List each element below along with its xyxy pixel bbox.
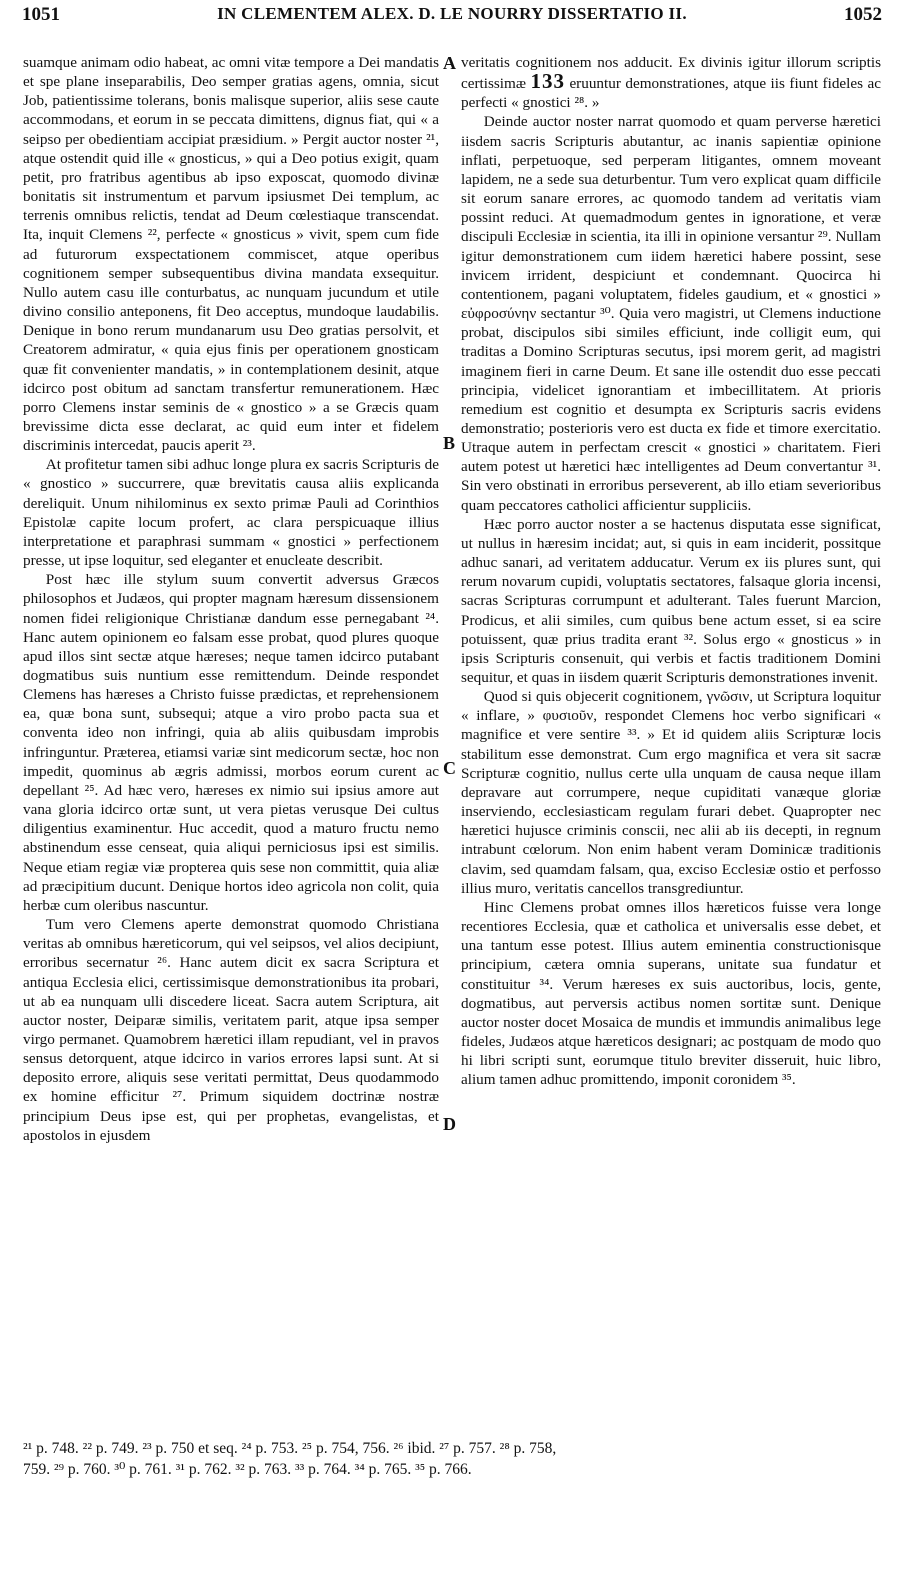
column-number: 133 [530, 69, 565, 94]
paragraph: suamque animam odio habeat, ac omni vitæ tempore a Dei mandatis et spe plane inseparabilis, Deo semper gratias agens, omnia, sicut Job, patientissime tolerans, bonis malisque superior, aliis sese caute accommodans, et eorum in se peccata dimittens, dignus fiat, qui « a seipso per obedientiam accipiat præsidium. » Pergit auctor noster ²¹, atque ostendit quid ille « gnosticus, » qui a Deo potius exigit, quam petit, pro fratribus agentibus ab ipso exposcat, quomodo divinæ bonitatis sit instrumentum et parvum ipsiusmet Dei templum, ac terrenis omnibus relictis, tendat ad Deum cœlestiaque transcendat. Ita, inquit Clemens ²², perfecte « gnosticus » vivit, spem cum fide ad futurorum exspectationem commiscet, atque operibus cognitionem semper subsequentibus divina mandata exsequitur. Nullo autem casu ille conturbatus, ac nunquam jucundum et utile divino consilio anteponens, fit Deo acceptus, mundoque laudabilis. Denique in bono rerum mundanarum usu Deo gratias persolvit, et Creatorem admiratur, « quia ejus finis per operationem gnosticam quæ fit convenienter mandatis, » in contemplationem desinit, atque idcirco post obitum ad sanctam transfertur remunerationem. Hæc porro Clemens instar seminis de « gnostico » a se Græcis quam brevissime dicta esse declarat, ac quid eum inter et fidelem discriminis intercedat, paucis aperit ²³. [23, 54, 439, 455]
paragraph: Tum vero Clemens aperte demonstrat quomodo Christiana veritas ab omnibus hæreticorum, qui vel seipsos, vel alios decipiunt, erroribus secernatur ²⁶. Hanc autem dicit ex sacra Scriptura et antiqua Ecclesia elici, certissimisque demonstrationibus ita probari, ut ab ea nunquam ulli discedere liceat. Sacra autem Scriptura, ait auctor noster, Deiparæ similis, veritatem parit, atque ipsa semper virgo permanet. Quamobrem hæretici illam repudiant, vel in pravos sensus detorquent, atque idcirco in varios errores lapsi sunt. At si deposito errore, aliquis sese veritati permittat, Deus quodammodo ex homine efficitur ²⁷. Primum siquidem doctrinæ nostræ principium Deus ipse est, qui per prophetas, evangelistas, et apostolos in ejusdem [23, 916, 439, 1144]
section-marker-a: A [443, 53, 456, 73]
paragraph-text: veritatis cognitionem nos adducit. Ex divinis igitur illorum scriptis certissimæ [461, 54, 881, 93]
page-number-left: 1051 [22, 4, 60, 25]
section-marker-b: B [443, 433, 456, 453]
page-header [22, 4, 882, 30]
footnote-line: ²¹ p. 748. ²² p. 749. ²³ p. 750 et seq. ²⁴ p. 753. ²⁵ p. 754, 756. ²⁶ ibid. ²⁷ p. 757. ²⁸ p. 758, [23, 1440, 557, 1457]
paragraph: Hinc Clemens probat omnes illos hæreticos fuisse vera longe recentiores Ecclesia, quæ et catholica et universalis esse debet, et una tantum esse potest. Illius autem eminentia constructionisque principium, cætera omnia superans, unitate sua fundatur et constituitur ³⁴. Verum hæreses ex suis auctoribus, locis, gente, dogmatibus, aut perversis actibus nomen sortitæ sunt. Denique auctor noster docet Mosaica de mundis et immundis animalibus lege fideles, Judæos atque hæreticos designari; ac postquam de modo quo hi libri scripti sunt, eorumque titulo breviter disseruit, huic libro, alium tamen adhuc promittendo, imponit coronidem ³⁵. [461, 898, 881, 1089]
paragraph [461, 53, 881, 112]
section-marker-d: D [443, 1114, 456, 1134]
paragraph-text: eruuntur demonstrationes, atque iis fiunt fideles ac perfecti « gnostici ²⁸. » [461, 75, 881, 112]
paragraph: Post hæc ille stylum suum convertit adversus Græcos philosophos et Judæos, qui propter magnam hæresum dissensionem nomen fidei religionique Christianæ dandum esse pernegabant ²⁴. Hanc autem opinionem eo falsam esse probat, quod plures quoque apud illos sint sectæ atque hæreses; neque tamen idcirco putabant dogmatibus suis nuntium esse remittendum. Deinde respondet Clemens has hæreses a Christo fuisse prædictas, et reprehensionem ea, quæ bona sunt, subsequi; atque a viro probo pacta sua et conventa ideo non infringi, quia ab aliis quibusdam improbis infringuntur. Præterea, etiamsi variæ sint medicorum sectæ, hoc non impedit, quominus ab ægris admissi, morbos eorum curent ac depellant ²⁵. Ad hæc vero, hæreses ex nimio sui ipsius amore aut vana gloria idcirco ortæ sunt, ut vera pietas verusque Dei cultus diligentius examinentur. Huc accedit, quod a maturo fructu nemo abstinendum esse censeat, quia aliqui perniciosus ipsi est similis. Neque etiam regiæ viæ propterea quis sese non committit, quia aliæ ad præcipitium ducunt. Denique hortos ideo agricola non colit, quia herbæ cum oleribus nascuntur. [23, 571, 439, 914]
page-number-right: 1052 [844, 4, 882, 25]
paragraph: At profitetur tamen sibi adhuc longe plura ex sacris Scripturis de « gnostico » succurrere, quæ brevitatis causa aliis explicanda dereliquit. Unum nihilominus ex sexto primæ Pauli ad Corinthios Epistolæ capite locum profert, ac clara perspicuaque illius interpretatione et paraphrasi summam « gnostici » perfectionem presse, ut ipse loquitur, sed eleganter et enucleate describit. [23, 456, 439, 570]
paragraph: Deinde auctor noster narrat quomodo et quam perverse hæretici iisdem sacris Scripturis abutantur, ac inanis sapientiæ opinione inflati, perpetuoque, sed perperam litigantes, omnem moveant lapidem, ne a sede sua deturbentur. Tum vero explicat quam difficile sit eorum sanare errores, ac quomodo tandem ad veritatis viam possint reduci. At quemadmodum gentes in ignoratione, et veræ discipuli Ecclesiæ in scientia, ita illi in opinione versantur ²⁹. Nullam igitur demonstrationem cum iidem hæretici habere possint, sese invicem irrident, despiciunt et condemnant. Quocirca hi contentionem, pagani voluptatem, fideles gaudium, et « gnostici » εὐφροσύνην sectantur ³⁰. Quia vero magistri, ut Clemens inductione probat, discipulos sibi similes efficiunt, inde colligit eum, qui traditas a Domino Scripturas secutus, ipsi morem gerit, ad magistri imaginem fieri in carne Deum. Et sane ille ostendit duo esse peccati principia, videlicet ignorantiam et imbecillitatem. At prioris remedium est cognitio et desumpta ex Scripturis sacris evidens demonstratio; posterioris vero est ducta ex fide et timore exercitatio. Utraque autem in perfectam crescit « gnostici » charitatem. Fieri autem potest ut hæretici hæc intelligentes ad Deum convertantur ³¹. Sin vero obstinati in erroribus perseverent, ab illo etiam severioribus quam peccatores catholici afficientur suppliciis. [461, 113, 881, 514]
footnotes [23, 1438, 881, 1480]
paragraph: Hæc porro auctor noster a se hactenus disputata esse significat, ut nullus in hæresim incidat; aut, si quis in eam inciderit, possitque adhuc sanari, ad veritatem adducatur. Verum ex iis plures sunt, qui rerum novarum cupidi, voluptatis sectatores, falsaque gloria incensi, sacras Scripturas corrumpunt et adulterant. Tales fuerunt Marcion, Prodicus, et alii similes, cum quibus bene actum esset, si ea scire potuissent, quæ prius tradita erant ³². Solus ergo « gnosticus » in ipsis Scripturis consenuit, qui verbis et factis traditionem Domini sequitur, et quas in iisdem quærit Scripturis demonstrationes invenit. [461, 515, 881, 686]
footnote-line: 759. ²⁹ p. 760. ³⁰ p. 761. ³¹ p. 762. ³² p. 763. ³³ p. 764. ³⁴ p. 765. ³⁵ p. 766. [23, 1461, 472, 1478]
section-marker-c: C [443, 758, 456, 778]
running-title: IN CLEMENTEM ALEX. D. LE NOURRY DISSERTATIO II. [217, 4, 687, 23]
left-column [23, 53, 439, 1145]
right-column [461, 53, 881, 1089]
paragraph: Quod si quis objecerit cognitionem, γνῶσιν, ut Scriptura loquitur « inflare, » φυσιοῦν, respondet Clemens hoc verbo significari « magnifice et vere sentire ³³. » Et id quidem aliis Scripturæ locis stabilitum esse demonstrat. Cum ergo magnifica et vera sit sacræ Scripturæ cognitio, nullus certe ulla unquam de causa neque illam depravare aut corrumpere, neque cupiditati vanæque gloriæ inserviendo, ecclesiasticam regulam furari debet. Quapropter nec hæretici hujusce criminis conscii, nec alii ab iis decepti, in regnum intrabunt cœlorum. Non enim habent veram Dominicæ traditionis clavim, sed quamdam falsam, qua, exciso Ecclesiæ ostio et perfosso illius muro, veritatis cancellos transgrediuntur. [461, 688, 881, 897]
